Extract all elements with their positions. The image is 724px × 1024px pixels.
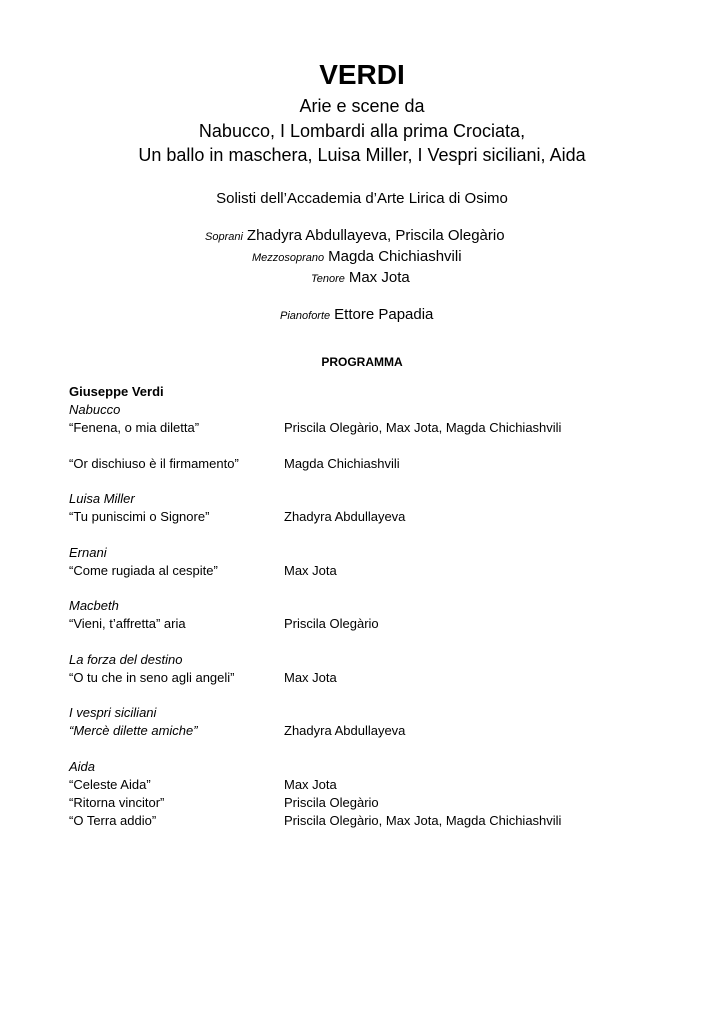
program-row (69, 722, 669, 740)
program-row (69, 812, 669, 830)
page-title: VERDI (319, 59, 405, 90)
opera-block (69, 651, 669, 687)
composer-name: Giuseppe Verdi (69, 384, 164, 399)
aria-title: “Tu puniscimi o Signore” (69, 509, 210, 524)
performer-pianoforte (280, 305, 433, 326)
section-spacer (69, 437, 669, 455)
subtitle-line-2: Nabucco, I Lombardi alla prima Crociata, (198, 121, 526, 141)
aria-singers: Priscila Olegàrio, Max Jota, Magda Chichiashvili (284, 420, 562, 435)
performer-names: Ettore Papadia (334, 306, 434, 323)
aria-singers: Max Jota (284, 562, 337, 578)
performer-names: Magda Chichiashvili (328, 248, 462, 265)
program-row (69, 794, 669, 812)
performer-role: Mezzosoprano (252, 252, 325, 264)
performer-mezzosoprano (252, 247, 462, 268)
section-spacer (69, 740, 669, 758)
aria-title: “Come rugiada al cespite” (69, 562, 218, 578)
aria-title: “O Terra addio” (69, 812, 157, 828)
performer-tenore (311, 268, 410, 289)
section-spacer (69, 687, 669, 705)
program-row (69, 508, 669, 526)
aria-singers: Magda Chichiashvili (284, 455, 400, 471)
opera-block (69, 544, 669, 580)
section-spacer (69, 580, 669, 598)
aria-singers: Zhadyra Abdullayeva (284, 723, 406, 738)
academy-line: Solisti dell’Accademia d’Arte Lirica di Osimo (216, 190, 508, 207)
program-row (69, 419, 669, 437)
aria-singers: Zhadyra Abdullayeva (284, 509, 406, 524)
performer-role: Soprani (205, 231, 243, 243)
aria-singers: Priscila Olegàrio (284, 616, 379, 631)
performer-role: Pianoforte (280, 310, 331, 322)
performer-names: Max Jota (348, 269, 410, 286)
program-row (69, 776, 669, 794)
opera-block (69, 758, 669, 830)
aria-title: “O tu che in seno agli angeli” (69, 669, 235, 685)
program-heading: PROGRAMMA (321, 355, 403, 369)
section-spacer (69, 633, 669, 651)
opera-title: I vespri siciliani (69, 705, 157, 720)
aria-title: “Mercè dilette amiche” (69, 723, 198, 738)
subtitle-line-1: Arie e scene da (299, 96, 425, 116)
opera-block (69, 597, 669, 633)
aria-singers: Max Jota (284, 776, 337, 792)
aria-singers: Priscila Olegàrio (284, 794, 379, 810)
opera-title: Macbeth (69, 598, 119, 613)
program-list (69, 383, 669, 830)
opera-block (69, 704, 669, 740)
section-spacer (69, 526, 669, 544)
program-row (69, 615, 669, 633)
performer-role: Tenore (311, 273, 345, 285)
opera-title: Aida (69, 758, 96, 774)
opera-block (69, 401, 669, 437)
aria-title: “Celeste Aida” (69, 776, 151, 792)
opera-block (69, 455, 669, 473)
aria-title: “Or dischiuso è il firmamento” (69, 455, 239, 471)
aria-title: “Fenena, o mia diletta” (69, 420, 200, 435)
performer-names: Zhadyra Abdullayeva, Priscila Olegàrio (246, 227, 505, 244)
opera-title: La forza del destino (69, 651, 183, 667)
program-row (69, 455, 669, 473)
opera-title: Ernani (69, 544, 107, 560)
opera-title: Luisa Miller (69, 491, 135, 506)
performer-soprani (205, 226, 505, 247)
program-row (69, 562, 669, 580)
aria-singers: Max Jota (284, 669, 337, 685)
section-spacer (69, 473, 669, 491)
aria-title: “Ritorna vincitor” (69, 794, 165, 810)
opera-title: Nabucco (69, 402, 121, 417)
aria-title: “Vieni, t’affretta” aria (69, 616, 186, 631)
opera-block (69, 490, 669, 526)
subtitle-line-3: Un ballo in maschera, Luisa Miller, I Vespri siciliani, Aida (138, 145, 586, 165)
aria-singers: Priscila Olegàrio, Max Jota, Magda Chichiashvili (284, 812, 562, 828)
program-row (69, 669, 669, 687)
